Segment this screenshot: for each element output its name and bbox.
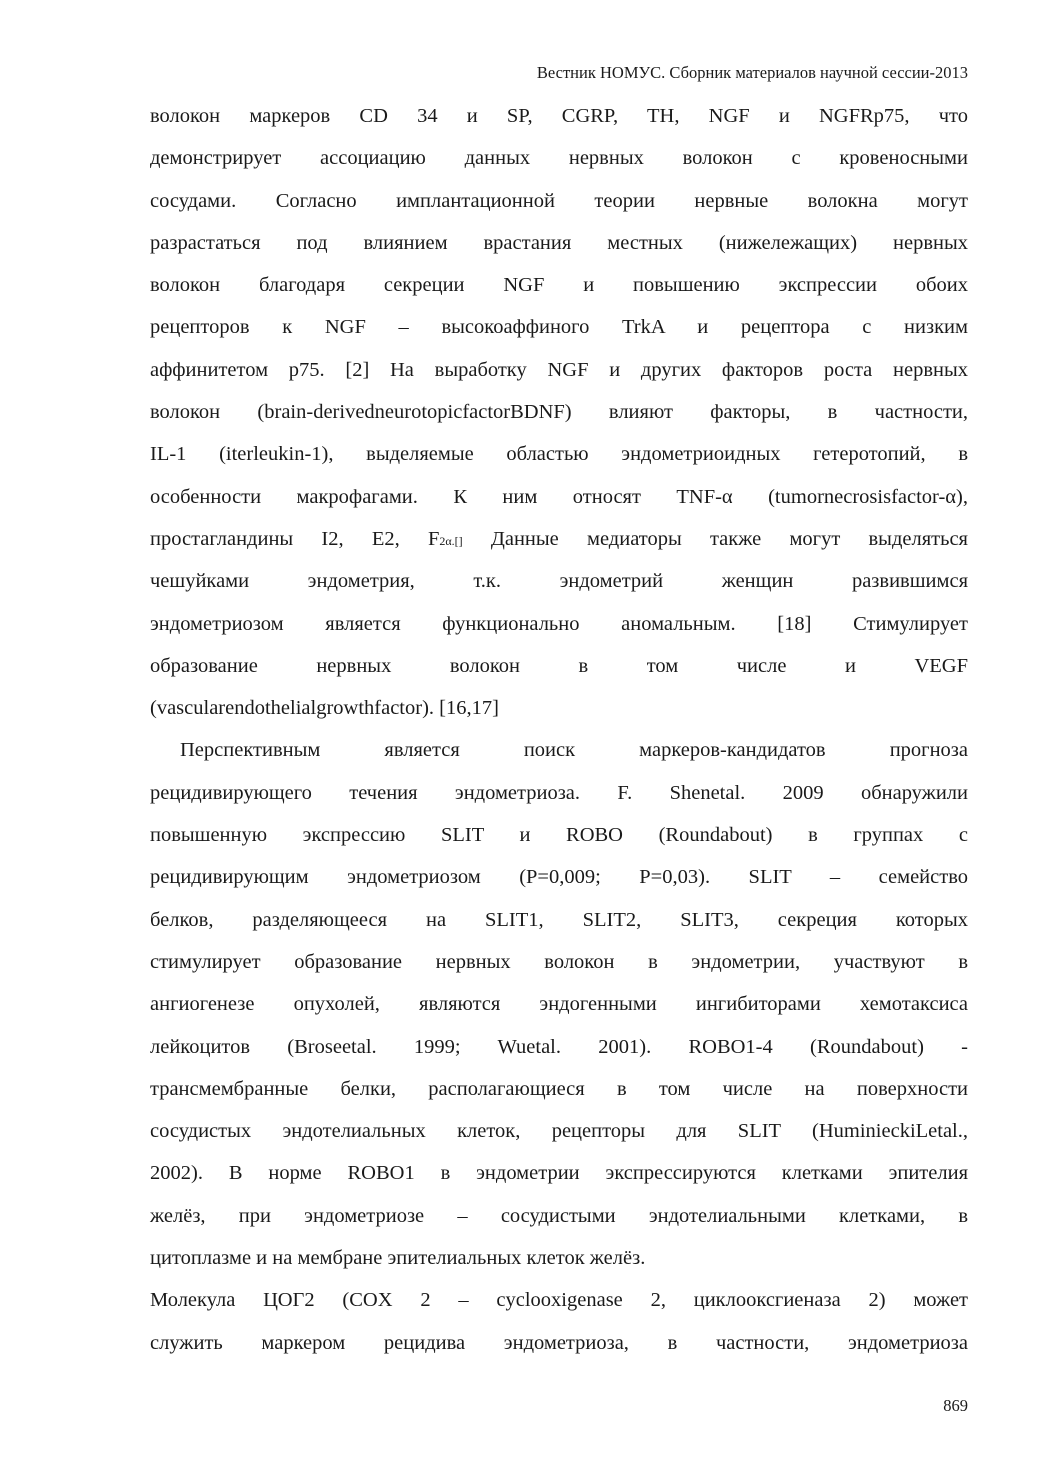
text-segment: Данные медиаторы также могут выделяться bbox=[462, 527, 968, 550]
text-line-with-subscript bbox=[150, 518, 968, 560]
paragraph-first-line: Перспективным является поиск маркеров-кандидатов прогноза bbox=[180, 739, 968, 762]
text-line: аффинитетом p75. [2] На выработку NGF и других факторов роста нервных bbox=[150, 358, 968, 381]
text-line: (vascularendothelialgrowthfactor). [16,17] bbox=[150, 697, 499, 720]
text-line: служить маркером рецидива эндометриоза, в частности, эндометриоза bbox=[150, 1331, 968, 1354]
text-line: рецидивирующего течения эндометриоза. F. Shenetal. 2009 обнаружили bbox=[150, 781, 968, 804]
text-line: сосудистых эндотелиальных клеток, рецепторы для SLIT (HuminieckiLetal., bbox=[150, 1120, 968, 1143]
paragraph-first-line: Молекула ЦОГ2 (COX 2 – cyclooxigenase 2, циклооксгиеназа 2) может bbox=[150, 1289, 968, 1312]
text-line: повышенную экспрессию SLIT и ROBO (Roundabout) в группах с bbox=[150, 824, 968, 847]
text-line: трансмембранные белки, располагающиеся в том числе на поверхности bbox=[150, 1077, 968, 1100]
text-line: особенности макрофагами. К ним относят TNF-α (tumornecrosisfactor-α), bbox=[150, 485, 968, 508]
text-line: рецидивирующим эндометриозом (P=0,009; P=0,03). SLIT – семейство bbox=[150, 866, 968, 889]
text-line: сосудами. Согласно имплантационной теории нервные волокна могут bbox=[150, 189, 968, 212]
text-segment: простагландины I2, E2, F bbox=[150, 527, 440, 550]
text-line: образование нервных волокон в том числе и VEGF bbox=[150, 654, 968, 677]
text-line: рецепторов к NGF – высокоаффиного TrkA и рецептора с низким bbox=[150, 316, 968, 339]
text-line: ангиогенезе опухолей, являются эндогенными ингибиторами хемотаксиса bbox=[150, 993, 968, 1016]
text-line: волокон маркеров CD 34 и SP, CGRP, TH, NGF и NGFRp75, что bbox=[150, 105, 968, 127]
text-line: цитоплазме и на мембране эпителиальных клеток желёз. bbox=[150, 1247, 646, 1270]
text-line: демонстрирует ассоциацию данных нервных волокон с кровеносными bbox=[150, 147, 968, 170]
text-line: белков, разделяющееся на SLIT1, SLIT2, SLIT3, секреция которых bbox=[150, 908, 968, 931]
text-line: эндометриозом является функционально аномальным. [18] Стимулирует bbox=[150, 612, 968, 635]
text-line: волокон благодаря секреции NGF и повышению экспрессии обоих bbox=[150, 274, 968, 297]
running-header: Вестник НОМУС. Сборник материалов научной сессии-2013 bbox=[536, 63, 968, 82]
body-text bbox=[150, 95, 968, 1364]
page-number: 869 bbox=[943, 1396, 968, 1415]
text-line: 2002). В норме ROBO1 в эндометрии экспрессируются клетками эпителия bbox=[150, 1162, 968, 1185]
text-line: волокон (brain-derivedneurotopicfactorBDNF) влияют факторы, в частности, bbox=[150, 401, 968, 424]
text-line: лейкоцитов (Broseetal. 1999; Wuetal. 2001). ROBO1-4 (Roundabout) - bbox=[150, 1035, 968, 1058]
subscript: 2α.[] bbox=[439, 533, 463, 548]
text-line: желёз, при эндометриозе – сосудистыми эндотелиальными клетками, в bbox=[150, 1204, 968, 1227]
text-line: IL-1 (iterleukin-1), выделяемые областью эндометриоидных гетеротопий, в bbox=[150, 443, 968, 466]
text-line: чешуйками эндометрия, т.к. эндометрий женщин развившимся bbox=[150, 570, 968, 593]
text-line: разрастаться под влиянием врастания местных (нижележащих) нервных bbox=[150, 231, 968, 254]
text-line: стимулирует образование нервных волокон в эндометрии, участвуют в bbox=[150, 950, 968, 973]
